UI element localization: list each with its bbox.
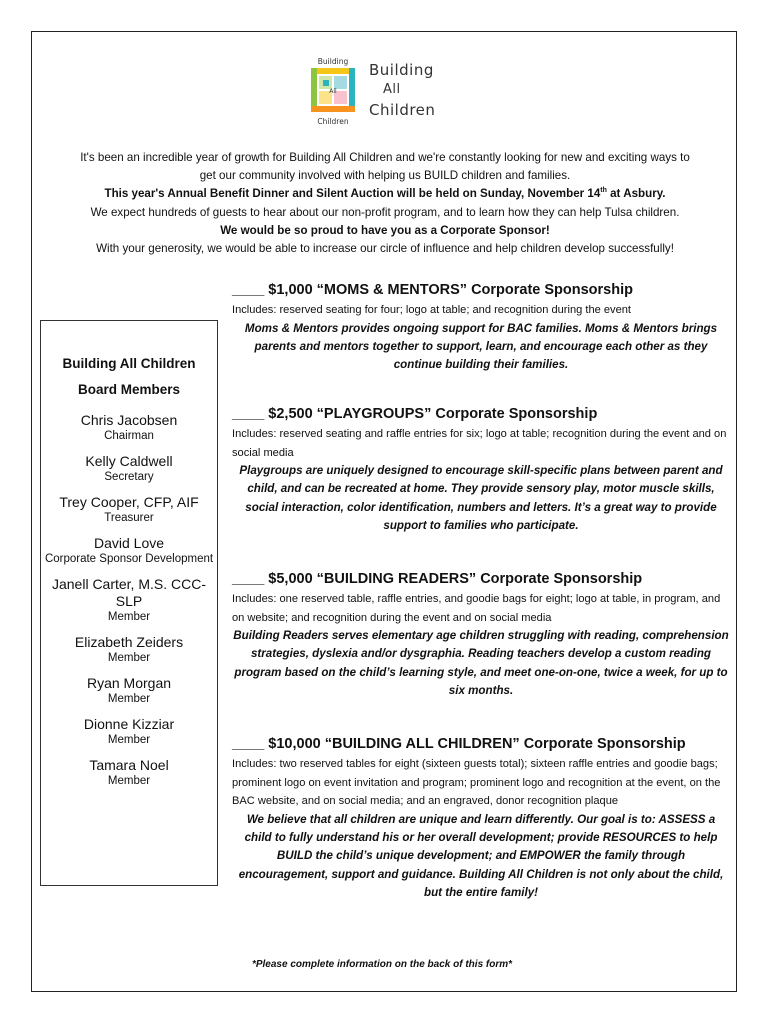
board-member-role: Member [107, 734, 151, 746]
board-member-name: Tamara Noel [89, 757, 169, 773]
intro-text [40, 149, 730, 258]
tier-1000 [232, 280, 732, 375]
tier-10000 [232, 734, 732, 903]
tier-heading: ____ $1,000 “MOMS & MENTORS” Corporate Sponsorship [232, 282, 633, 298]
footnote: *Please complete information on the back of this form* [251, 959, 513, 970]
tier-description: Moms & Mentors provides ongoing support for BAC families. Moms & Mentors brings parents and mentors together to support, learn, and encourage each other as they continue building their families. [244, 321, 718, 372]
tier-description: Building Readers serves elementary age children struggling with reading, comprehension strategies, dyslexia and/or dysgraphia. Reading teachers develop a custom reading program based on the child’s learning style, and meet one-on-one, twice a week, for up to six months. [233, 629, 729, 698]
board-member-role: Treasurer [104, 512, 154, 524]
intro-line: We expect hundreds of guests to hear about our non-profit program, and to learn how they can help Tulsa children. [90, 205, 680, 219]
board-members-box [40, 320, 218, 886]
tier-heading: ____ $10,000 “BUILDING ALL CHILDREN” Corporate Sponsorship [232, 736, 686, 752]
board-member [41, 412, 217, 444]
board-member-role: Member [107, 611, 151, 623]
board-member-name: Chris Jacobsen [80, 412, 178, 428]
tier-heading: ____ $2,500 “PLAYGROUPS” Corporate Sponsorship [232, 406, 598, 422]
board-member-role: Member [107, 775, 151, 787]
tier-includes: Includes: reserved seating and raffle entries for six; logo at table; recognition during the event and on social media [232, 428, 727, 459]
logo-mark-top-text: Building [317, 57, 349, 66]
board-member [41, 494, 217, 526]
board-member-name: Elizabeth Zeiders [74, 634, 184, 650]
board-title: Building All Children Board Members [62, 356, 196, 397]
tier-description: Playgroups are uniquely designed to encourage skill-specific plans between parent and child, and can be recreated at home. They provide sensory play, motor muscle skills, social interaction, color identification, numbers and letters. It’s a great way to provide support to families who participate. [239, 464, 723, 533]
board-member [41, 675, 217, 707]
logo-word-all: All [383, 82, 401, 97]
logo-word-building: Building [369, 61, 434, 79]
board-member [41, 634, 217, 666]
logo-mark-icon [305, 56, 361, 128]
intro-line: It's been an incredible year of growth for Building All Children and we're constantly looking for new and exciting ways to [80, 151, 690, 164]
board-member-name: Kelly Caldwell [85, 453, 173, 469]
tier-2500 [232, 404, 732, 536]
board-member-name: Ryan Morgan [86, 675, 172, 691]
tier-heading: ____ $5,000 “BUILDING READERS” Corporate Sponsorship [232, 571, 643, 587]
intro-line: get our community involved with helping us BUILD children and families. [199, 169, 571, 183]
board-member-role: Member [107, 652, 151, 664]
logo-mark-middle-text: All [329, 88, 337, 95]
board-member-list [41, 412, 217, 789]
board-member [41, 757, 217, 789]
board-member-name: Dionne Kizziar [83, 716, 175, 732]
logo-word-children: Children [369, 101, 436, 119]
board-member [41, 535, 217, 567]
tier-includes: Includes: reserved seating for four; logo at table; and recognition during the event [232, 304, 632, 316]
tier-includes: Includes: one reserved table, raffle entries, and goodie bags for eight; logo at table, in program, and on website; and recognition during the event and on social media [232, 593, 721, 624]
board-member [41, 716, 217, 748]
tier-includes: Includes: two reserved tables for eight (sixteen guests total); sixteen raffle entries and goodie bags; prominent logo on event invitation and program; prominent logo and recognition at the event, on the BAC website, and on social media; and an engraved, donor recognition plaque [232, 758, 721, 807]
board-member [41, 576, 217, 625]
board-member-role: Member [107, 693, 151, 705]
board-member-role: Secretary [104, 471, 154, 483]
board-member-name: Janell Carter, M.S. CCC-SLP [51, 576, 207, 609]
organization-logo [305, 56, 465, 128]
board-member-role: Chairman [104, 430, 154, 442]
tier-description: We believe that all children are unique and learn differently. Our goal is to: ASSESS a child to fully understand his or her overall development; provide RESOURCES to help BUILD the child’s unique development; and EMPOWER the family through encouragement, support and guidance. Building All Children is not only about the child, but the entire family! [238, 812, 724, 900]
logo-wordmark [369, 60, 435, 120]
board-member-name: Trey Cooper, CFP, AIF [59, 494, 199, 510]
intro-line: With your generosity, we would be able to increase our circle of influence and help children develop successfully! [96, 242, 674, 256]
board-member-name: David Love [93, 535, 165, 551]
logo-mark-bottom-text: Children [317, 117, 349, 126]
board-member-role: Corporate Sponsor Development [44, 553, 214, 565]
board-member [41, 453, 217, 485]
tier-5000 [232, 569, 732, 701]
sponsor-callout: We would be so proud to have you as a Corporate Sponsor! [220, 223, 550, 237]
event-announcement: This year's Annual Benefit Dinner and Silent Auction will be held on Sunday, November 14th at Asbury. [104, 187, 666, 201]
